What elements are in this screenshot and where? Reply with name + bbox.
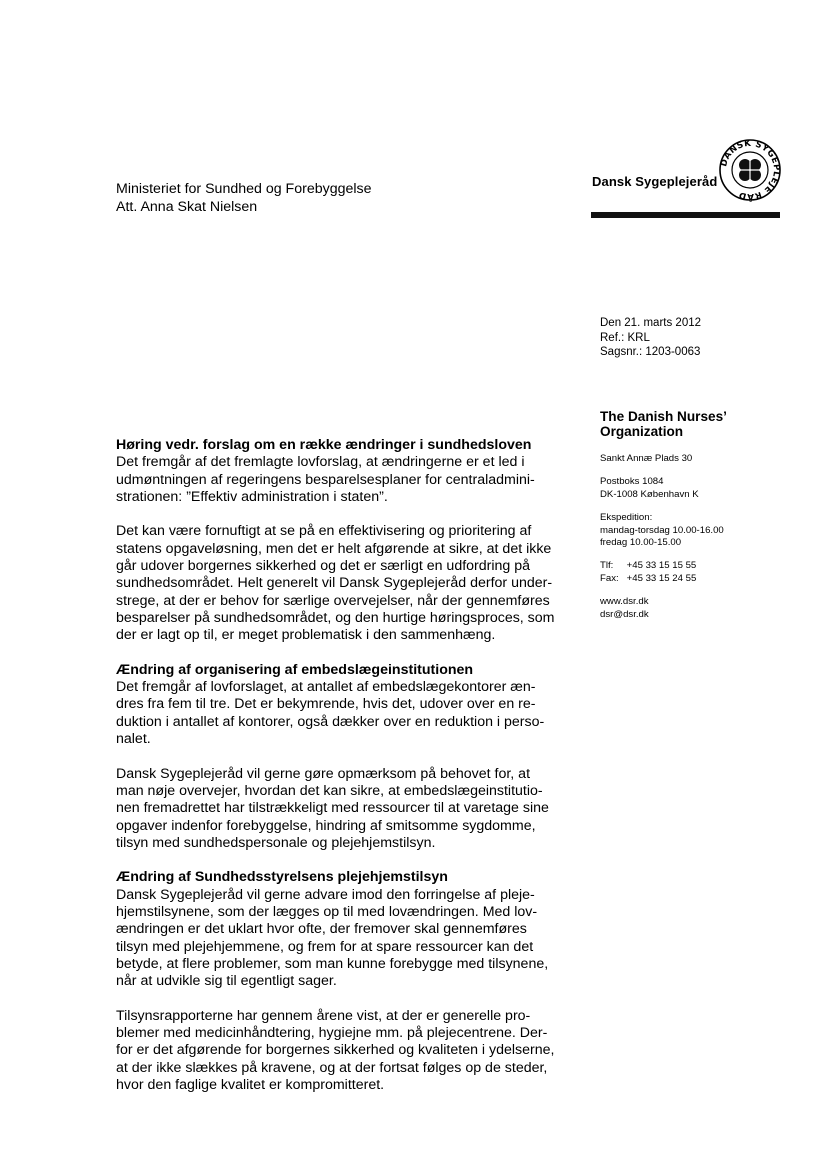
org-fax: Fax: +45 33 15 24 55 (600, 572, 697, 584)
paragraph-line: Det kan være fornuftigt at se på en effektivisering og prioritering af (116, 523, 532, 540)
paragraph-line: Det fremgår af det fremlagte lovforslag, at ændringerne er et led i (116, 454, 525, 471)
paragraph-line: sundhedsområdet. Helt generelt vil Dansk Sygeplejeråd derfor under- (116, 575, 553, 592)
paragraph-reports (116, 1008, 566, 1094)
clover-seal-icon (718, 138, 782, 202)
org-hours-mon-thu: mandag-torsdag 10.00-16.00 (600, 524, 724, 536)
organization-sidebar (600, 410, 800, 621)
case-number: Sagsnr.: 1203-0063 (600, 346, 701, 359)
paragraph-line: Tilsynsrapporterne har gennem årene vist, at der er generelle pro- (116, 1007, 531, 1024)
paragraph-line: statens opgaveløsning, men det er helt afgørende at sikre, at det ikke (116, 540, 552, 557)
recipient-address (116, 180, 372, 216)
paragraph-line: tilsyn med plejehjemmene, og frem for at spare ressourcer kan det (116, 938, 534, 955)
letterhead-rule (591, 212, 780, 218)
paragraph-efficiency (116, 523, 566, 644)
paragraph-line: Dansk Sygeplejeråd vil gerne advare imod den forringelse af pleje- (116, 886, 535, 903)
letter-meta (600, 316, 701, 360)
svg-text:DANSK SYGEPLEJE RÅD: DANSK SYGEPLEJE RÅD (719, 138, 782, 202)
section-heading-hearing: Høring vedr. forslag om en række ændringer i sundhedsloven (116, 437, 532, 453)
letter-date: Den 21. marts 2012 (600, 317, 702, 329)
paragraph-line: Det fremgår af lovforslaget, at antallet af embedslægekontorer æn- (116, 679, 536, 696)
letter-body (116, 437, 566, 1112)
recipient-line-ministry: Ministeriet for Sundhed og Forebyggelse (116, 181, 372, 197)
paragraph-line: når at udvikle sig til egentligt sager. (116, 973, 337, 990)
paragraph-line: blemer med medicinhåndtering, hygiejne mm. på plejecentrene. Der- (116, 1025, 548, 1042)
org-phone: Tlf: +45 33 15 15 55 (600, 560, 697, 572)
paragraph-line: duktion i antallet af kontorer, også dækker over en reduktion i perso- (116, 713, 545, 730)
paragraph-line: udmøntningen af regeringens besparelsesplaner for centraladmini- (116, 471, 535, 488)
paragraph-line: hjemstilsynene, som der lægges op til med lovændringen. Med lov- (116, 904, 538, 921)
org-postbox: Postboks 1084 (600, 476, 664, 488)
section-heading-supervision: Ændring af Sundhedsstyrelsens plejehjemstilsyn (116, 869, 448, 886)
paragraph-line: strationen: ”Effektiv administration i staten”. (116, 488, 388, 505)
paragraph-line: nalet. (116, 731, 151, 748)
paragraph-line: at der ikke slækkes på kravene, og at der fortsat følges op de steder, (116, 1059, 548, 1076)
paragraph-offices (116, 679, 566, 748)
paragraph-intro (116, 454, 566, 506)
logo-wordmark: Dansk Sygeplejeråd (592, 174, 718, 189)
paragraph-line: Dansk Sygeplejeråd vil gerne gøre opmærksom på behovet for, at (116, 765, 531, 782)
organization-name-line2: Organization (600, 423, 684, 439)
org-expedition-label: Ekspedition: (600, 512, 653, 524)
organization-name-line1: The Danish Nurses’ (600, 409, 727, 424)
letter-reference: Ref.: KRL (600, 331, 650, 344)
org-website: www.dsr.dk (600, 596, 649, 608)
org-city: DK-1008 København K (600, 488, 699, 500)
paragraph-line: strege, at der er behov for særlige overvejelser, når der gennemføres (116, 592, 550, 609)
paragraph-line: dres fra fem til tre. Det er bekymrende, hvis det, udover over en re- (116, 696, 536, 713)
paragraph-resources (116, 766, 566, 852)
paragraph-line: der er lagt op til, er meget problematisk i den sammenhæng. (116, 627, 496, 644)
paragraph-line: man nøje overvejer, hvordan det kan sikre, at embedslægeinstitutio- (116, 782, 543, 799)
org-hours-fri: fredag 10.00-15.00 (600, 537, 682, 549)
paragraph-line: hvor den faglige kvalitet er kompromitteret. (116, 1076, 385, 1093)
paragraph-line: går udover borgernes sikkerhed og det er særligt en udfordring på (116, 558, 531, 575)
org-street-address: Sankt Annæ Plads 30 (600, 453, 693, 464)
dsr-seal-logo (718, 138, 782, 202)
paragraph-line: besparelser på sundhedsområdet, og den hurtige høringsproces, som (116, 609, 555, 626)
paragraph-line: betyde, at flere problemer, som man kunne forebygge med tilsynene, (116, 955, 549, 972)
paragraph-line: tilsyn med sundhedspersonale og plejehjemstilsyn. (116, 834, 436, 851)
paragraph-line: ændringen er det uklart hvor ofte, der fremover skal gennemføres (116, 921, 527, 938)
paragraph-line: nen fremadrettet har tilstrækkeligt med ressourcer til at varetage sine (116, 800, 549, 817)
org-email: dsr@dsr.dk (600, 608, 649, 620)
recipient-line-attention: Att. Anna Skat Nielsen (116, 199, 258, 215)
paragraph-line: for er det afgørende for borgernes sikkerhed og kvaliteten i ydelserne, (116, 1042, 555, 1059)
paragraph-warning (116, 887, 566, 991)
paragraph-line: opgaver indenfor forebyggelse, hindring af smitsomme sygdomme, (116, 817, 536, 834)
organization-name (600, 410, 800, 439)
section-heading-organisation: Ændring af organisering af embedslægeinstitutionen (116, 661, 474, 678)
